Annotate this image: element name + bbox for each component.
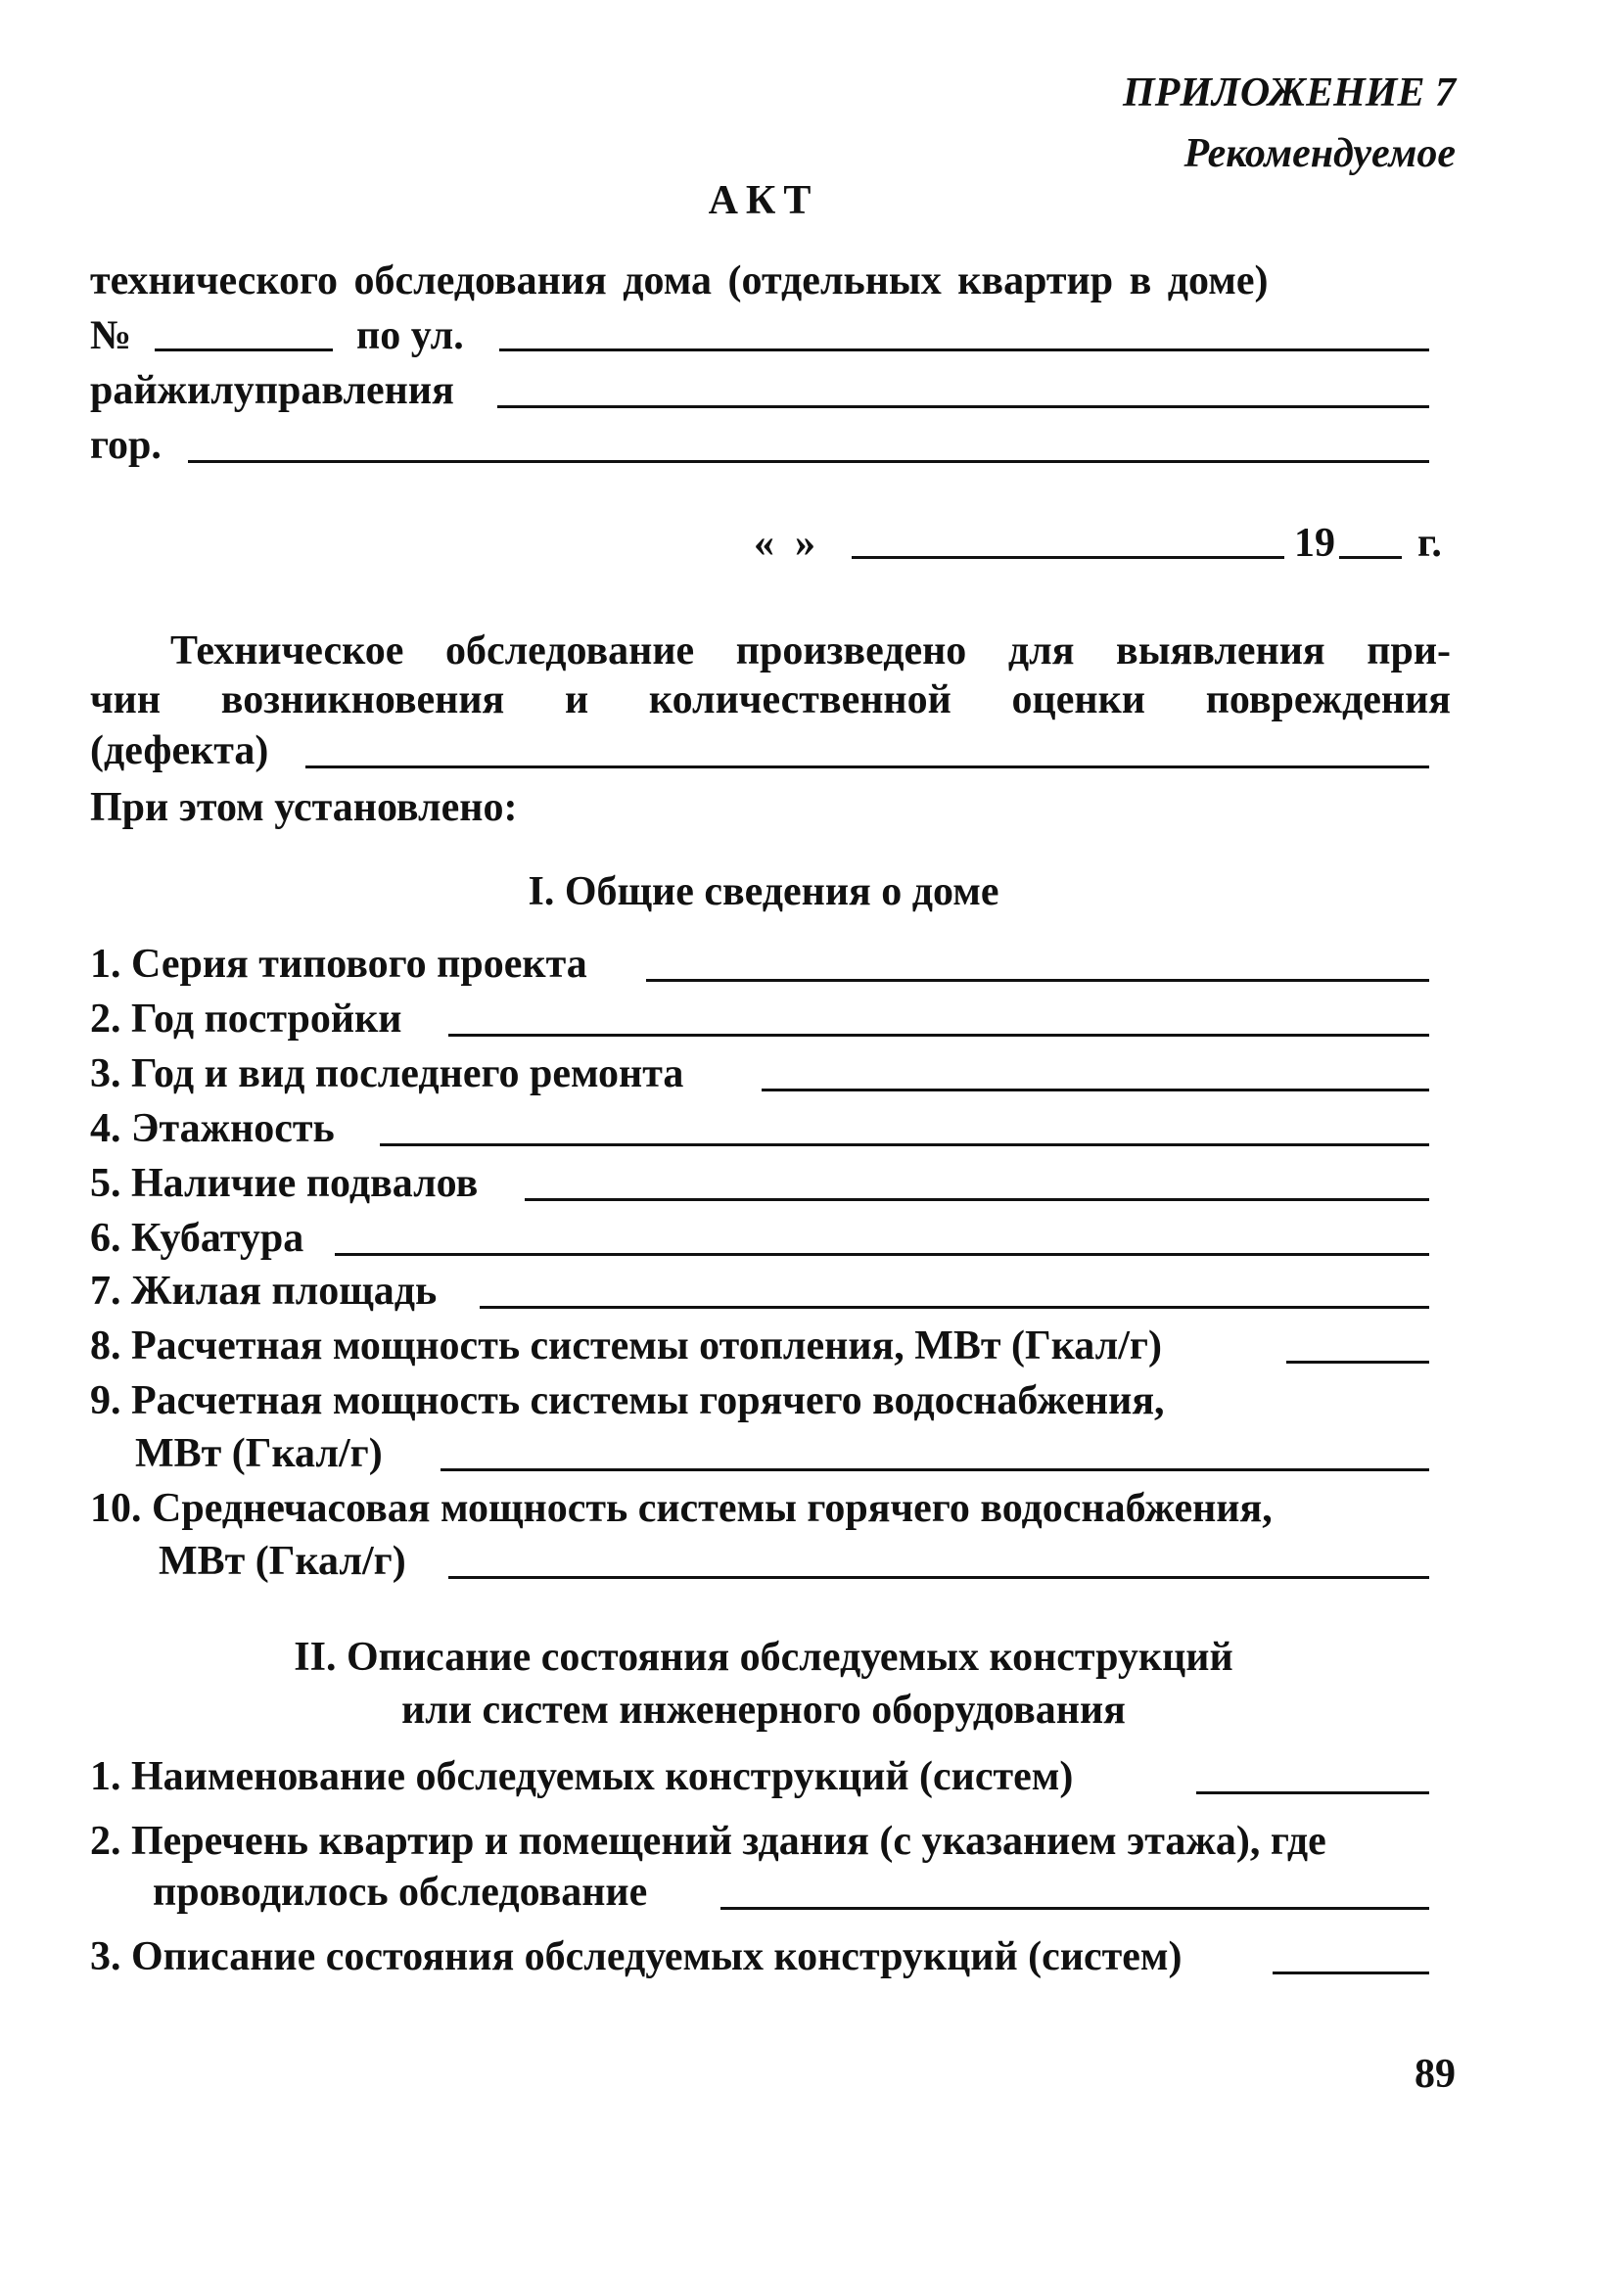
date-field[interactable]: [852, 556, 1284, 559]
item-condition-description: 3. Описание состояния обследуемых конструкций (систем): [90, 1934, 1183, 1979]
item-structures-name: 1. Наименование обследуемых конструкций (систем): [90, 1754, 1074, 1799]
heating-power-field[interactable]: [1286, 1361, 1429, 1364]
hot-water-power-field[interactable]: [441, 1468, 1429, 1471]
item-heating-power: 8. Расчетная мощность системы отопления, МВт (Гкал/г): [90, 1323, 1162, 1368]
district-label: райжилуправления: [90, 368, 454, 413]
floors-field[interactable]: [380, 1143, 1429, 1146]
project-series-field[interactable]: [646, 979, 1429, 982]
item-last-repair: 3. Год и вид последнего ремонта: [90, 1051, 684, 1096]
city-field[interactable]: [188, 460, 1429, 463]
basements-field[interactable]: [525, 1198, 1429, 1201]
item-hot-water-power-unit: МВт (Гкал/г): [135, 1431, 383, 1476]
recommended-label: Рекомендуемое: [1183, 131, 1456, 176]
document-subtitle: технического обследования дома (отдельных квартир в доме): [90, 258, 1269, 303]
number-label: №: [90, 313, 132, 358]
section-1-heading: I. Общие сведения о доме: [528, 869, 999, 914]
year-suffix: г.: [1417, 521, 1442, 566]
item-build-year: 2. Год постройки: [90, 997, 402, 1042]
district-field[interactable]: [497, 405, 1429, 408]
purpose-line-2: чин возникновения и количественной оценки повреждения: [90, 677, 1451, 722]
item-hot-water-power: 9. Расчетная мощность системы горячего водоснабжения,: [90, 1378, 1165, 1423]
section-2-heading-line-1: II. Описание состояния обследуемых конструкций: [294, 1635, 1233, 1680]
date-open-quote: «: [754, 521, 774, 566]
street-label: по ул.: [356, 313, 464, 358]
item-living-area: 7. Жилая площадь: [90, 1269, 438, 1314]
last-repair-field[interactable]: [762, 1089, 1429, 1091]
document-title: АКТ: [708, 178, 819, 223]
volume-field[interactable]: [335, 1253, 1429, 1256]
living-area-field[interactable]: [480, 1306, 1429, 1309]
date-close-quote: »: [795, 521, 815, 566]
defect-field[interactable]: [305, 765, 1429, 768]
build-year-field[interactable]: [448, 1034, 1429, 1037]
item-apartments-list: 2. Перечень квартир и помещений здания (с указанием этажа), где: [90, 1819, 1326, 1864]
item-project-series: 1. Серия типового проекта: [90, 942, 587, 987]
structures-name-field[interactable]: [1196, 1791, 1429, 1794]
number-field[interactable]: [155, 348, 333, 351]
item-volume: 6. Кубатура: [90, 1216, 304, 1261]
street-field[interactable]: [499, 348, 1429, 351]
year-field[interactable]: [1339, 556, 1402, 559]
appendix-label: ПРИЛОЖЕНИЕ 7: [1123, 70, 1456, 116]
item-basements: 5. Наличие подвалов: [90, 1161, 479, 1206]
purpose-line-1: Техническое обследование произведено для выявления при-: [170, 628, 1451, 673]
item-hot-water-average-unit: МВт (Гкал/г): [159, 1539, 406, 1584]
item-hot-water-average: 10. Среднечасовая мощность системы горячего водоснабжения,: [90, 1486, 1273, 1531]
year-prefix: 19: [1294, 521, 1335, 566]
item-floors: 4. Этажность: [90, 1106, 335, 1151]
hot-water-average-field[interactable]: [448, 1576, 1429, 1579]
purpose-line-3: (дефекта): [90, 728, 269, 773]
city-label: гор.: [90, 423, 162, 468]
apartments-list-field[interactable]: [720, 1907, 1429, 1910]
page-number: 89: [1415, 2052, 1456, 2097]
condition-description-field[interactable]: [1273, 1971, 1429, 1974]
established-text: При этом установлено:: [90, 785, 518, 830]
section-2-heading-line-2: или систем инженерного оборудования: [401, 1688, 1126, 1733]
item-apartments-list-cont: проводилось обследование: [153, 1870, 648, 1915]
